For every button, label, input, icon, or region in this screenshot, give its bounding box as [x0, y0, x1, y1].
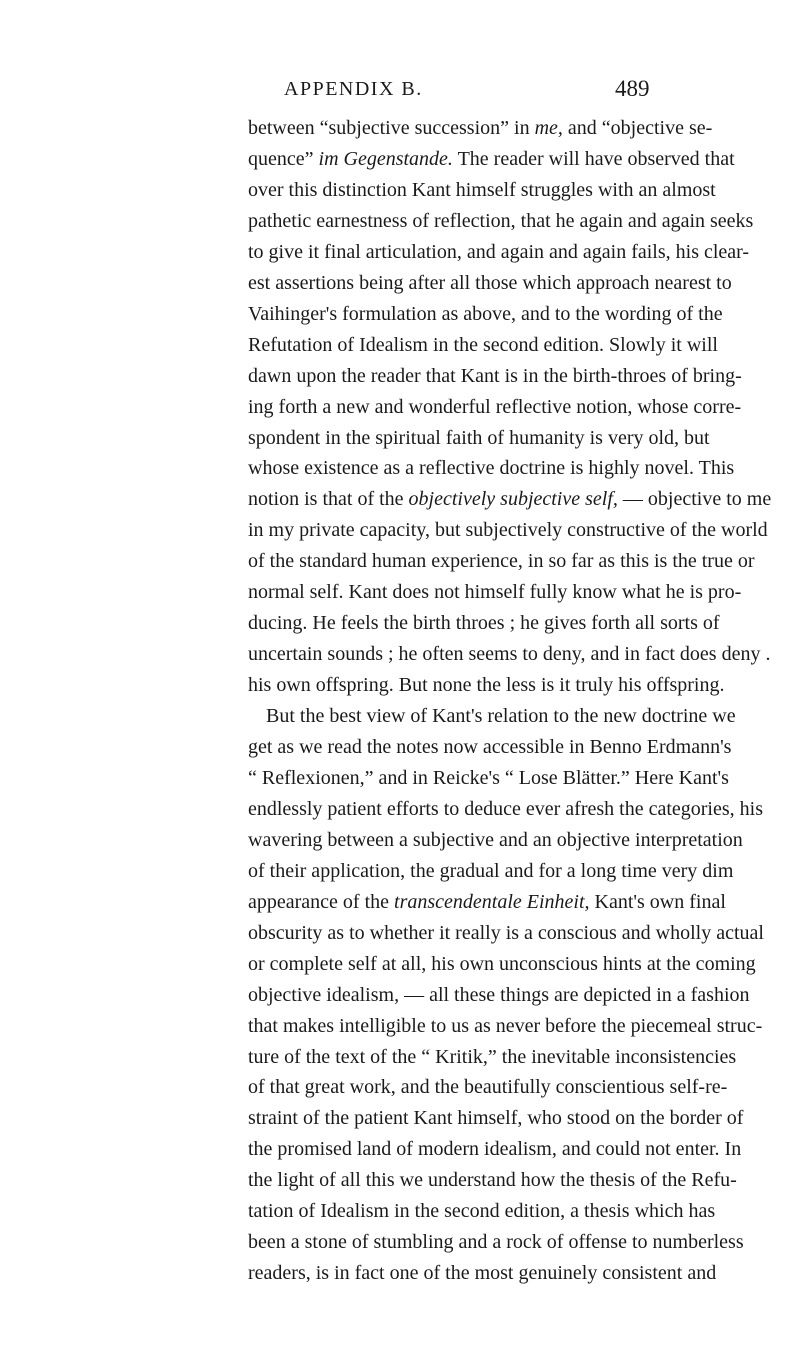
italic-text: transcendentale Einheit, [394, 890, 590, 913]
text-run: objective idealism, — all these things are depicted in a fashion [248, 983, 750, 1006]
text-run: the light of all this we understand how the thesis of the Refu- [248, 1169, 737, 1192]
text-run: in my private capacity, but subjectively constructive of the world [248, 519, 768, 542]
text-line [248, 1138, 742, 1168]
italic-text: objectively subjective self, [408, 488, 618, 511]
text-run: endlessly patient efforts to deduce ever afresh the categories, his [248, 797, 763, 820]
text-line [248, 1169, 737, 1199]
text-run: wavering between a subjective and an objective interpretation [248, 828, 743, 851]
text-run: over this distinction Kant himself struggles with an almost [248, 178, 716, 201]
text-line [248, 1200, 716, 1230]
text-line [248, 766, 729, 797]
text-line [248, 983, 750, 1014]
text-run: — objective to me [617, 488, 772, 511]
text-line [248, 488, 772, 518]
text-line [248, 240, 750, 271]
text-line [248, 859, 734, 890]
italic-text: me, [534, 117, 563, 139]
text-run: pathetic earnestness of reflection, that he again and again seeks [248, 209, 754, 232]
text-line [248, 364, 742, 395]
text-run: normal self. Kant does not himself fully know what he is pro- [248, 581, 742, 604]
text-run: readers, is in fact one of the most genuinely consistent and [248, 1262, 717, 1285]
page-number: 489 [615, 76, 650, 101]
text-run: est assertions being after all those which approach nearest to [248, 271, 732, 294]
text-line [248, 519, 768, 549]
text-line [248, 797, 763, 828]
text-run: the promised land of modern idealism, and could not enter. In [248, 1138, 742, 1161]
text-run: ing forth a new and wonderful reflective notion, whose corre- [248, 395, 742, 418]
text-run: Kant's own final [589, 890, 726, 913]
text-line [248, 952, 756, 983]
text-line [248, 1231, 744, 1261]
text-run: dawn upon the reader that Kant is in the birth-throes of bring- [248, 364, 742, 387]
text-line [248, 921, 764, 952]
text-line [248, 1107, 744, 1137]
running-title: APPENDIX B. [284, 78, 423, 100]
text-line [248, 674, 725, 704]
text-line [248, 1014, 763, 1045]
text-run: ducing. He feels the birth throes ; he gives forth all sorts of [248, 612, 720, 635]
text-line [248, 426, 710, 457]
text-line [248, 333, 718, 364]
text-run: obscurity as to whether it really is a conscious and wholly actual [248, 921, 764, 944]
text-line [248, 395, 742, 426]
text-line [248, 1045, 737, 1076]
text-run: and “objective se- [562, 117, 713, 139]
text-line [248, 457, 735, 487]
text-line [248, 612, 720, 642]
text-line [248, 271, 732, 302]
text-run: The reader will have observed that [452, 147, 735, 170]
text-run: But the best view of Kant's relation to the new doctrine we [266, 705, 736, 728]
text-line [248, 117, 713, 147]
text-line [248, 178, 716, 209]
text-run: between “subjective succession” in [248, 117, 535, 139]
text-line [248, 828, 743, 859]
text-run: of their application, the gradual and for a long time very dim [248, 859, 734, 882]
text-line [248, 550, 755, 580]
text-run: get as we read the notes now accessible in Benno Erdmann's [248, 736, 732, 758]
text-run: straint of the patient Kant himself, who stood on the border of [248, 1107, 744, 1130]
text-line [248, 1076, 728, 1106]
text-run: to give it final articulation, and again and again fails, his clear- [248, 240, 750, 263]
text-run: Vaihinger's formulation as above, and to the wording of the [248, 302, 723, 325]
text-run: ture of the text of the “ Kritik,” the inevitable inconsistencies [248, 1045, 737, 1068]
text-run: tation of Idealism in the second edition, a thesis which has [248, 1200, 716, 1223]
text-run: of that great work, and the beautifully conscientious self-re- [248, 1076, 728, 1099]
text-run: his own offspring. But none the less is it truly his offspring. [248, 674, 725, 697]
text-line [248, 302, 723, 333]
text-line [248, 736, 732, 766]
text-line [248, 209, 754, 240]
running-head [0, 78, 800, 108]
text-run: “ Reflexionen,” and in Reicke's “ Lose Blätter.” Here Kant's [248, 766, 729, 789]
text-run: uncertain sounds ; he often seems to deny, and in fact does deny . [248, 643, 771, 666]
text-run: been a stone of stumbling and a rock of offense to numberless [248, 1231, 744, 1254]
text-run: that makes intelligible to us as never before the piecemeal struc- [248, 1014, 763, 1037]
text-run: Refutation of Idealism in the second edition. Slowly it will [248, 333, 718, 356]
text-run: of the standard human experience, in so far as this is the true or [248, 550, 755, 573]
text-run: notion is that of the [248, 488, 409, 511]
text-line [266, 705, 736, 735]
text-run: appearance of the [248, 890, 395, 913]
text-run: or complete self at all, his own unconscious hints at the coming [248, 952, 756, 975]
text-run: spondent in the spiritual faith of humanity is very old, but [248, 426, 710, 449]
italic-text: im Gegenstande. [318, 147, 453, 170]
text-line [248, 581, 742, 611]
text-line [248, 1262, 717, 1292]
text-line [248, 890, 726, 921]
text-line [248, 147, 735, 178]
text-line [248, 643, 771, 673]
text-run: whose existence as a reflective doctrine is highly novel. This [248, 457, 735, 480]
text-run: quence” [248, 147, 319, 170]
